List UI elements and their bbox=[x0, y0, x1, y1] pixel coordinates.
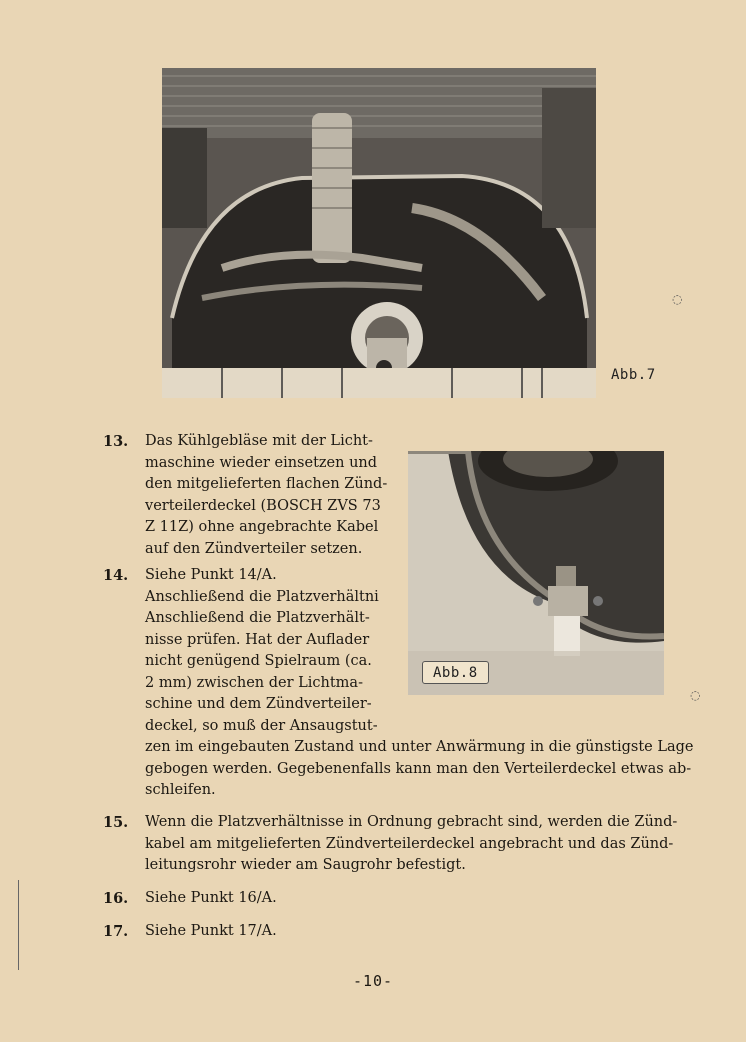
text-line: maschine wieder einsetzen und bbox=[145, 454, 378, 471]
text-line: schleifen. bbox=[145, 782, 216, 798]
list-item-16 bbox=[103, 888, 503, 912]
text-line: leitungsrohr wieder am Saugrohr befestigt. bbox=[145, 857, 466, 873]
text-line: deckel, so muß der Ansaugstut- bbox=[145, 717, 378, 734]
list-item-15 bbox=[103, 812, 703, 882]
text-line: kabel am mitgelieferten Zündverteilerdeckel angebracht und das Zünd- bbox=[145, 835, 674, 852]
item-number: 16. bbox=[103, 890, 129, 907]
text-line: 2 mm) zwischen der Lichtma- bbox=[145, 674, 363, 691]
list-item-13 bbox=[103, 431, 403, 563]
punch-hole-mark: ◌ bbox=[690, 688, 701, 702]
figure-caption-abb8: Abb.8 bbox=[422, 661, 489, 684]
text-line: schine und dem Zündverteiler- bbox=[145, 696, 372, 712]
text-line: Siehe Punkt 16/A. bbox=[145, 890, 277, 906]
text-line: zen im eingebauten Zustand und unter Anwärmung in die günstigste Lage bbox=[145, 739, 694, 755]
item-text bbox=[145, 888, 277, 910]
text-line: den mitgelieferten flachen Zünd- bbox=[145, 476, 388, 492]
text-line: Wenn die Platzverhältnisse in Ordnung gebracht sind, werden die Zünd- bbox=[145, 814, 678, 830]
item-text bbox=[145, 921, 277, 943]
text-line: Das Kühlgebläse mit der Licht- bbox=[145, 433, 373, 449]
text-line: nicht genügend Spielraum (ca. bbox=[145, 653, 372, 669]
item-text bbox=[145, 431, 387, 560]
text-line: Anschließend die Platzverhältni bbox=[145, 588, 379, 605]
figure-caption-abb7: Abb.7 bbox=[611, 367, 656, 383]
text-line: gebogen werden. Gegebenenfalls kann man den Verteilerdeckel etwas ab- bbox=[145, 760, 692, 777]
text-line: verteilerdeckel (BOSCH ZVS 73 bbox=[145, 497, 381, 514]
text-line: nisse prüfen. Hat der Auflader bbox=[145, 631, 370, 648]
list-item-14 bbox=[103, 565, 703, 805]
text-line: Siehe Punkt 17/A. bbox=[145, 923, 277, 939]
scan-edge-line bbox=[18, 880, 19, 970]
text-line: Z 11Z) ohne angebrachte Kabel bbox=[145, 519, 379, 535]
punch-hole-mark: ◌ bbox=[672, 292, 683, 306]
item-text bbox=[145, 565, 694, 802]
item-number: 17. bbox=[103, 923, 129, 940]
list-item-17 bbox=[103, 921, 503, 945]
engine-bay-photo bbox=[162, 68, 596, 398]
item-number: 14. bbox=[103, 567, 129, 584]
page-number: -10- bbox=[352, 972, 394, 990]
text-line: Siehe Punkt 14/A. bbox=[145, 567, 277, 583]
text-line: auf den Zündverteiler setzen. bbox=[145, 540, 363, 557]
item-text bbox=[145, 812, 677, 877]
item-number: 15. bbox=[103, 814, 129, 831]
item-number: 13. bbox=[103, 433, 129, 450]
text-line: Anschließend die Platzverhält- bbox=[145, 610, 370, 626]
